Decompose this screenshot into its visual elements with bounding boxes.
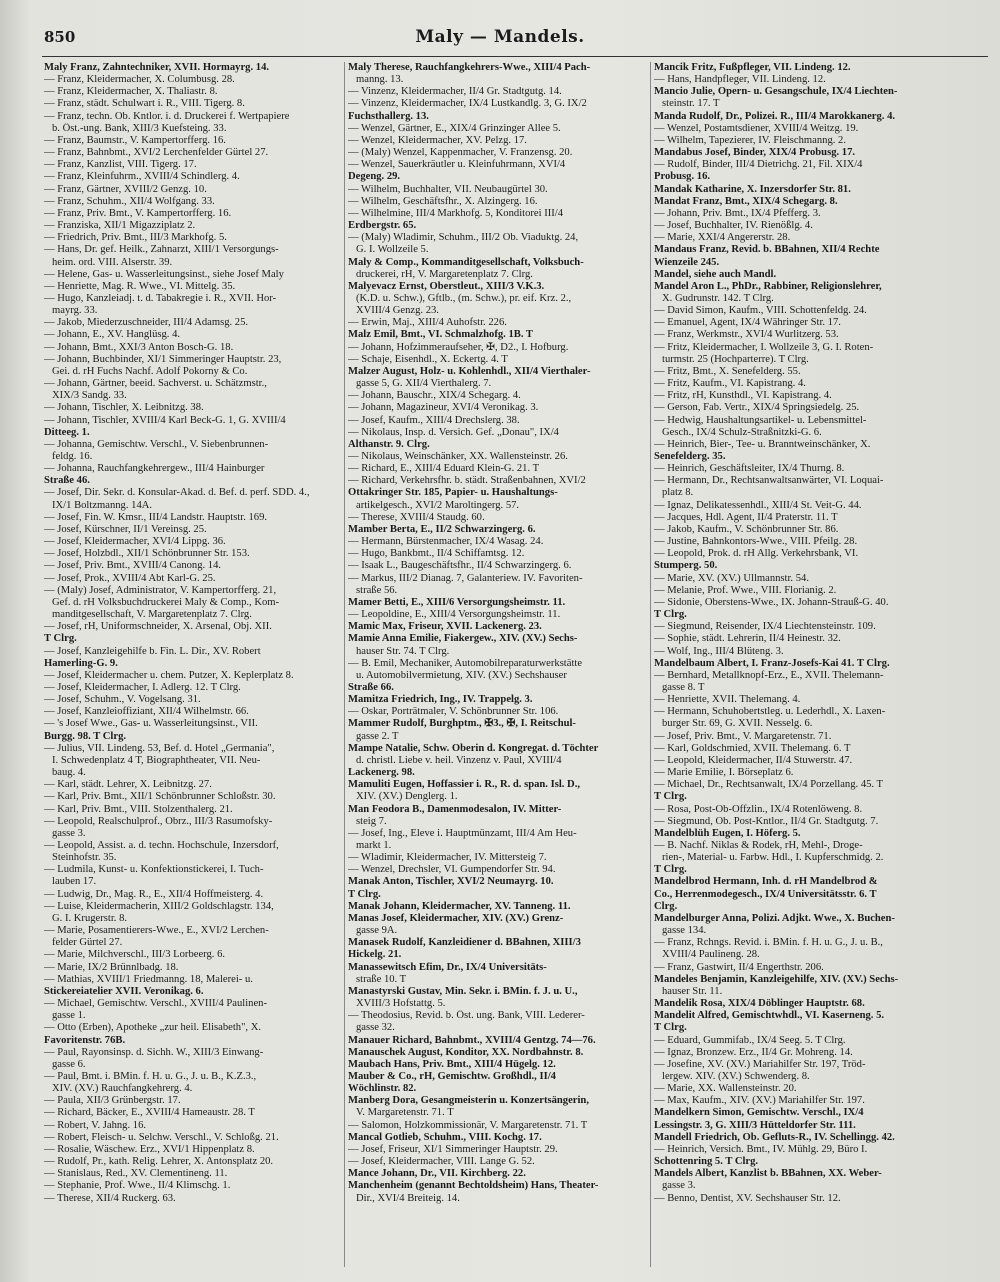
directory-entry: Straße 46. (44, 475, 90, 487)
directory-entry: — Vinzenz, Kleidermacher, IX/4 Lustkandlg. 3, G. IX/2 (348, 98, 587, 110)
directory-entry: — Wilhelm, Buchhalter, VII. Neubaugürtel 30. (348, 183, 548, 195)
directory-entry: — Max, Kaufm., XIV. (XV.) Mariahilfer Str. 197. (654, 1095, 865, 1107)
directory-entry: — Theodosius, Revid. b. Öst. ung. Bank, VIII. Lederer- (348, 1010, 585, 1022)
directory-entry: straße 10. T (356, 973, 407, 985)
directory-entry: baug. 4. (52, 767, 86, 779)
directory-entry: Mamuliti Eugen, Hoffassier i. R., R. d. span. Isl. D., (348, 779, 581, 791)
directory-entry: — Wilhelmine, III/4 Markhofg. 5, Konditorei III/4 (348, 207, 564, 219)
directory-entry: gasse 6. (52, 1058, 86, 1070)
directory-entry: gasse 3. (662, 1180, 696, 1192)
directory-entry: — Franz, Kanzlist, VIII. Tigerg. 17. (44, 159, 197, 171)
directory-entry: — Friedrich, Priv. Bmt., III/3 Markhofg. 5. (44, 232, 227, 244)
directory-entry: — Franz, Kleidermacher, X. Thaliastr. 8. (44, 86, 218, 98)
directory-entry: mayrg. 33. (52, 305, 98, 317)
directory-entry: — Marie, Milchverschl., III/3 Lorbeerg. 6. (44, 949, 226, 961)
directory-entry: — Marie, XX. Wallensteinstr. 20. (654, 1083, 797, 1095)
directory-entry: Dir., XVI/4 Breiteig. 14. (356, 1192, 460, 1204)
directory-entry: Hickelg. 21. (348, 949, 402, 961)
directory-entry: — Hans, Dr. gef. Heilk., Zahnarzt, XIII/1 Versorgungs- (44, 244, 279, 256)
directory-entry: artikelgesch., XVI/2 Maroltingerg. 57. (356, 499, 520, 511)
directory-entry: — Richard, Verkehrsfhr. b. städt. Straßenbahnen, XVI/2 (348, 475, 586, 487)
directory-entry: Maly Franz, Zahntechniker, XVII. Hormayrg. 14. (44, 62, 270, 73)
directory-entry: V. Margaretenstr. 71. T (356, 1107, 454, 1119)
directory-entry: Mandelik Rosa, XIX/4 Döblinger Hauptstr. 68. (654, 998, 865, 1010)
directory-entry: Steinhofstr. 35. (52, 852, 117, 864)
directory-entry: — Paul, Rayonsinsp. d. Sichh. W., XIII/3 Einwang- (44, 1046, 264, 1058)
directory-entry: — Stephanie, Prof. Wwe., II/4 Klimschg. 1. (44, 1180, 231, 1192)
directory-entry: — Josef, Kanzleigehilfe b. Fin. L. Dir., XV. Robert (44, 645, 261, 657)
directory-entry: — Heinrich, Versich. Bmt., IV. Mühlg. 29, Büro I. (654, 1143, 868, 1155)
directory-entry: — Franziska, XII/1 Migazziplatz 2. (44, 220, 196, 232)
directory-entry: manng. 13. (356, 74, 404, 86)
directory-entry: Malyevacz Ernst, Oberstleut., XIII/3 V.K.3. (348, 280, 545, 292)
directory-entry: — Johanna, Rauchfangkehrergew., III/4 Hainburger (44, 463, 265, 475)
directory-entry: — Johann, Bmt., XXI/3 Anton Bosch-G. 18. (44, 341, 234, 353)
directory-entry: Mandelkern Simon, Gemischtw. Verschl., IX/4 (654, 1107, 864, 1119)
directory-entry: Mandel, siehe auch Mandl. (654, 268, 777, 280)
directory-entry: Straße 66. (348, 681, 394, 693)
directory-entry: — Josef, Kürschner, II/1 Vereinsg. 25. (44, 523, 207, 535)
directory-entry: — Marie, XXI/4 Angererstr. 28. (654, 232, 791, 244)
directory-entry: (K.D. u. Schw.), Gftlb., (m. Schw.), pr. eif. Krz. 2., (356, 292, 572, 304)
directory-entry: — Karl, Priv. Bmt., VIII. Stolzenthalerg. 21. (44, 803, 233, 815)
directory-entry: — Leopold, Assist. a. d. techn. Hochschule, Inzersdorf, (44, 840, 279, 851)
directory-entry: — Josef, rH, Uniformschneider, X. Arsenal, Obj. XII. (44, 621, 272, 633)
directory-entry: Clrg. (654, 900, 678, 912)
directory-entry: Ottakringer Str. 185, Papier- u. Haushaltungs- (348, 487, 558, 499)
directory-entry: — Otto (Erben), Apotheke „zur heil. Elisabeth", X. (44, 1022, 262, 1034)
directory-entry: — Nikolaus, Insp. d. Versich. Gef. „Donau", IX/4 (348, 426, 559, 438)
directory-entry: gasse 5, G. XII/4 Vierthalerg. 7. (356, 378, 492, 390)
directory-entry: — Mathias, XVIII/1 Friedmanng. 18, Malerei- u. (44, 973, 253, 985)
directory-entry: turmstr. 25 (Hochparterre). T Clrg. (662, 353, 809, 365)
directory-entry: hauser Str. 74. T Clrg. (356, 645, 450, 657)
directory-entry: Wöchlinstr. 82. (348, 1083, 417, 1095)
directory-entry: — Fritz, rH, Kunsthdl., VI. Kapistrang. 4. (654, 390, 832, 402)
directory-entry: feldg. 16. (52, 451, 93, 462)
directory-entry: — Hermann, Schuhobertstleg. u. Lederhdl., X. Laxen- (654, 706, 886, 718)
directory-entry: Manauer Richard, Bahnbmt., XVIII/4 Gentzg. 74—76. (348, 1034, 596, 1046)
directory-entry: XIV. (XV.) Rauchfangkehrerg. 4. (52, 1083, 193, 1095)
directory-entry: Manda Rudolf, Dr., Polizei. R., III/4 Marokkanerg. 4. (654, 110, 896, 122)
directory-entry: — Therese, XVIII/4 Staudg. 60. (348, 511, 485, 523)
directory-entry: Manastyrski Gustav, Min. Sekr. i. BMin. f. J. u. U., (348, 985, 578, 997)
directory-entry: — Josef, Friseur, XI/1 Simmeringer Hauptstr. 29. (348, 1143, 558, 1155)
directory-entry: — Justine, Bahnkontors-Wwe., VIII. Pfeilg. 28. (654, 536, 858, 548)
directory-entry: Mancal Gotlieb, Schuhm., VIII. Kochg. 17. (348, 1131, 542, 1143)
directory-entry: Manchenheim (genannt Bechtoldsheim) Hans, Theater- (348, 1180, 599, 1192)
directory-entry: — Heinrich, Bier-, Tee- u. Branntweinschänker, X. (654, 438, 871, 450)
directory-entry: — 's Josef Wwe., Gas- u. Wasserleitungsinst., VII. (44, 718, 258, 730)
directory-entry: — Karl, Goldschmied, XVII. Thelemang. 6. T (654, 742, 851, 754)
column-divider (650, 62, 651, 1267)
directory-entry: — Wilhelm, Tapezierer, IV. Fleischmanng. 2. (654, 134, 846, 146)
directory-entry: — Helene, Gas- u. Wasserleitungsinst., siehe Josef Maly (44, 268, 284, 280)
directory-entry: Mampe Natalie, Schw. Oberin d. Kongregat. d. Töchter (348, 742, 599, 754)
directory-entry: Manas Josef, Kleidermacher, XIV. (XV.) Grenz- (348, 912, 564, 924)
directory-entry: Mancik Fritz, Fußpfleger, VII. Lindeng. 12. (654, 62, 851, 73)
directory-entry: gasse 134. (662, 925, 707, 937)
directory-entry: steig 7. (356, 815, 387, 827)
directory-entry: — Siegmund, Reisender, IX/4 Liechtensteinstr. 109. (654, 621, 876, 633)
directory-entry: Mandaus Franz, Revid. b. BBahnen, XII/4 Rechte (654, 244, 880, 256)
directory-entry: — Franz, Kleidermacher, X. Columbusg. 28. (44, 74, 235, 86)
directory-entry: XVIII/4 Genzg. 23. (356, 305, 439, 317)
directory-entry: — Johann, Tischler, X. Leibnitzg. 38. (44, 402, 204, 414)
directory-entry: — Ludwig, Dr., Mag. R., E., XII/4 Hoffmeisterg. 4. (44, 888, 264, 900)
directory-entry: — Franz, Gastwirt, II/4 Engerthstr. 206. (654, 961, 824, 973)
directory-entry: Senefelderg. 35. (654, 451, 726, 462)
directory-entry: Lessingstr. 3, G. XIII/3 Hütteldorfer Str. 111. (654, 1119, 856, 1131)
directory-entry: heim. ord. VIII. Alserstr. 39. (52, 256, 173, 268)
directory-entry: — Wilhelm, Geschäftsfhr., X. Alzingerg. 16. (348, 195, 538, 207)
directory-entry: — Johann, Gärtner, beeid. Sachverst. u. Schätzmstr., (44, 378, 267, 390)
directory-entry: — Josef, Holzbdl., XII/1 Schönbrunner Str. 153. (44, 548, 250, 560)
directory-entry: — Rosalie, Wäschew. Erz., XVI/1 Hippenplatz 8. (44, 1143, 255, 1155)
directory-entry: — Franz, Gärtner, XVIII/2 Genzg. 10. (44, 183, 207, 195)
directory-entry: — B. Emil, Mechaniker, Automobilreparaturwerkstätte (348, 657, 583, 669)
directory-entry: lergew. XIV. (XV.) Schwenderg. 8. (662, 1070, 810, 1082)
directory-entry: — Karl, Priv. Bmt., XII/1 Schönbrunner Schloßstr. 30. (44, 791, 276, 803)
directory-entry: — Marie, XV. (XV.) Ullmannstr. 54. (654, 572, 809, 584)
directory-entry: hauser Str. 11. (662, 985, 723, 997)
page-number: 850 (44, 28, 76, 46)
directory-entry: — Marie, Posamentierers-Wwe., E., XVI/2 Lerchen- (44, 925, 269, 937)
directory-entry: Mamitza Friedrich, Ing., IV. Trappelg. 3. (348, 694, 533, 706)
directory-entry: — Hedwig, Haushaltungsartikel- u. Lebensmittel- (654, 414, 867, 426)
directory-entry: — Salomon, Holzkommissionär, V. Margaretenstr. 71. T (348, 1119, 588, 1131)
directory-entry: T Clrg. (654, 1022, 687, 1034)
directory-entry: felder Gürtel 27. (52, 937, 123, 949)
directory-entry: — Karl, städt. Lehrer, X. Leibnitzg. 27. (44, 779, 212, 791)
directory-entry: Mamic Max, Friseur, XVII. Lackenerg. 23. (348, 621, 542, 633)
directory-entry: — Josef, Buchhalter, IV. Rienößlg. 4. (654, 220, 813, 232)
directory-entry: Mandell Friedrich, Ob. Gefluts-R., IV. Schellingg. 42. (654, 1131, 895, 1143)
directory-entry: — Ludmila, Kunst- u. Konfektionstickerei, I. Tuch- (44, 864, 264, 876)
directory-entry: — Jacques, Hdl. Agent, II/4 Praterstr. 11. T (654, 511, 838, 523)
directory-entry: — Leopold, Realschulprof., Obrz., III/3 Rasumofsky- (44, 815, 273, 827)
directory-entry: — Fritz, Bmt., X. Senefelderg. 55. (654, 365, 801, 377)
directory-entry: — Rosa, Post-Ob-Offzlin., IX/4 Rotenlöweng. 8. (654, 803, 863, 815)
directory-entry: G. I. Krugerstr. 8. (52, 912, 128, 924)
directory-entry: — Robert, Fleisch- u. Selchw. Verschl., V. Schloßg. 21. (44, 1131, 279, 1143)
directory-entry: — Johann, Buchbinder, XI/1 Simmeringer Hauptstr. 23, (44, 353, 282, 365)
column-2 (348, 62, 644, 1272)
directory-entry: — Wenzel, Sauerkräutler u. Kleinfuhrmann, XVI/4 (348, 159, 566, 171)
directory-entry: Manak Anton, Tischler, XVI/2 Neumayrg. 10. (348, 876, 554, 888)
directory-entry: — Eduard, Gummifab., IX/4 Seeg. 5. T Clrg. (654, 1034, 846, 1046)
directory-entry: — David Simon, Kaufm., VIII. Schottenfeldg. 24. (654, 305, 867, 317)
directory-entry: gasse 2. T (356, 730, 399, 742)
directory-entry: I. Schwedenplatz 4 T, Biographtheater, VII. Neu- (52, 754, 261, 766)
directory-entry: — Benno, Dentist, XV. Sechshauser Str. 12. (654, 1192, 841, 1204)
directory-entry: Mandeles Benjamin, Kanzleigehilfe, XIV. (XV.) Sechs- (654, 973, 899, 985)
directory-entry: XIV. (XV.) Denglerg. 1. (356, 791, 458, 803)
directory-entry: Mamie Anna Emilie, Fiakergew., XIV. (XV.) Sechs- (348, 633, 578, 645)
directory-entry: Degeng. 29. (348, 171, 401, 183)
directory-entry: — Josef, Kleidermacher, VIII. Lange G. 52. (348, 1156, 535, 1168)
directory-entry: d. christl. Liebe v. heil. Vinzenz v. Paul, XVIII/4 (356, 754, 562, 766)
directory-entry: Maubach Hans, Priv. Bmt., XIII/4 Hügelg. 12. (348, 1058, 556, 1070)
directory-entry: — Hugo, Kanzleiadj. t. d. Tabakregie i. R., XVII. Hor- (44, 292, 277, 304)
directory-entry: — Richard, E., XIII/4 Eduard Klein-G. 21. T (348, 463, 540, 475)
directory-entry: — Nikolaus, Weinschänker, XX. Wallensteinstr. 26. (348, 451, 568, 462)
running-head: Maly — Mandels. (415, 27, 585, 47)
directory-entry: — (Maly) Wladimir, Schuhm., III/2 Ob. Viaduktg. 24, (348, 232, 579, 244)
directory-entry: — Josef, Schuhm., V. Vogelsang. 31. (44, 694, 201, 706)
directory-entry: — Franz, Priv. Bmt., V. Kampertorfferg. 16. (44, 207, 232, 219)
directory-entry: Manberg Dora, Gesangmeisterin u. Konzertsängerin, (348, 1095, 589, 1107)
directory-entry: Co., Herrenmodegesch., IX/4 Universitätsstr. 6. T (654, 888, 877, 900)
directory-entry: XIX/3 Sandg. 33. (52, 390, 127, 402)
directory-entry: — Franz, Kleinfuhrm., XVIII/4 Schindlerg. 4. (44, 171, 240, 183)
directory-entry: — Hugo, Bankbmt., II/4 Schiffamtsg. 12. (348, 548, 525, 560)
directory-entry: Schottenring 5. T Clrg. (654, 1156, 759, 1168)
column-divider (344, 62, 345, 1267)
directory-entry: — Julius, VII. Lindeng. 53, Bef. d. Hotel „Germania", (44, 742, 275, 754)
directory-entry: gasse 1. (52, 1010, 86, 1022)
directory-entry: burger Str. 69, G. XVII. Nesselg. 6. (662, 718, 813, 730)
directory-entry: Lackenerg. 98. (348, 767, 415, 779)
directory-entry: — Vinzenz, Kleidermacher, II/4 Gr. Stadtgutg. 14. (348, 86, 562, 98)
directory-entry: X. Gudrunstr. 142. T Clrg. (662, 292, 774, 304)
directory-entry: — Luise, Kleidermacherin, XIII/2 Goldschlagstr. 134, (44, 900, 274, 912)
directory-entry: — Johann, E., XV. Hanglüsg. 4. (44, 329, 181, 341)
directory-entry: — Fritz, Kleidermacher, I. Wollzeile 3, G. I. Roten- (654, 341, 874, 353)
directory-entry: Stumperg. 50. (654, 560, 718, 572)
directory-entry: — Franz, Bahnbmt., XVI/2 Lerchenfelder Gürtel 27. (44, 147, 269, 159)
directory-entry: — Wladimir, Kleidermacher, IV. Mittersteig 7. (348, 852, 547, 864)
directory-entry: — Michael, Gemischtw. Verschl., XVIII/4 Paulinen- (44, 998, 268, 1010)
directory-entry: Ditteeg. 1. (44, 426, 90, 438)
directory-entry: — Leopold, Prok. d. rH Allg. Verkehrsbank, VI. (654, 548, 859, 560)
directory-entry: Mauber & Co., rH, Gemischtw. Großhdl., II/4 (348, 1070, 556, 1082)
column-1 (44, 62, 340, 1272)
directory-entry: — Marie Emilie, I. Börseplatz 6. (654, 767, 794, 779)
directory-entry: Malzer August, Holz- u. Kohlenhdl., XII/4 Vierthaler- (348, 365, 591, 377)
directory-entry: — Therese, XII/4 Ruckerg. 63. (44, 1192, 176, 1204)
directory-entry: Althanstr. 9. Clrg. (348, 438, 430, 450)
column-3 (654, 62, 960, 1272)
directory-entry: u. Automobilvermietung, XIV. (XV.) Sechshauser (356, 669, 567, 681)
directory-entry: — Siegmund, Ob. Post-Kntlor., II/4 Gr. Stadtgutg. 7. (654, 815, 879, 827)
directory-entry: — Leopoldine, E., XIII/4 Versorgungsheimstr. 11. (348, 609, 561, 621)
directory-entry: — Josef, Kleidermacher, I. Adlerg. 12. T Clrg. (44, 681, 241, 693)
directory-entry: gasse 32. (356, 1022, 395, 1034)
directory-entry: Probusg. 16. (654, 171, 711, 183)
directory-entry: — Hans, Handpfleger, VII. Lindeng. 12. (654, 74, 826, 86)
directory-entry: — Josef, Prok., XVIII/4 Abt Karl-G. 25. (44, 572, 216, 584)
directory-entry: — Ignaz, Bronzew. Erz., II/4 Gr. Mohreng. 14. (654, 1046, 853, 1058)
directory-entry: XVIII/3 Hofstattg. 5. (356, 998, 446, 1010)
directory-entry: — Michael, Dr., Rechtsanwalt, IX/4 Porzellang. 45. T (654, 779, 883, 791)
directory-entry: Manak Johann, Kleidermacher, XV. Tanneng. 11. (348, 900, 571, 912)
directory-entry: Burgg. 98. T Clrg. (44, 730, 127, 742)
directory-entry: IX/1 Boltzmanng. 14A. (52, 499, 153, 511)
directory-entry: straße 56. (356, 584, 398, 596)
directory-entry: — Johann, Bauschr., XIX/4 Schegarg. 4. (348, 390, 521, 402)
directory-entry: XVIII/4 Paulineng. 28. (662, 949, 760, 961)
directory-entry: — Johann, Tischler, XVIII/4 Karl Beck-G. 1, G. XVIII/4 (44, 414, 286, 426)
directory-entry: Mandat Franz, Bmt., XIX/4 Schegarg. 8. (654, 195, 838, 207)
directory-entry: platz 8. (662, 487, 694, 499)
directory-entry: druckerei, rH, V. Margaretenplatz 7. Clrg. (356, 268, 533, 280)
directory-entry: Gei. d. rH Fuchs Nachf. Adolf Pokorny & Co. (52, 365, 248, 377)
directory-entry: — Isaak L., Baugeschäftsfhr., II/4 Schwarzingerg. 6. (348, 560, 572, 572)
directory-entry: — Paula, XII/3 Grünbergstr. 17. (44, 1095, 181, 1107)
directory-entry: — Sophie, städt. Lehrerin, II/4 Heinestr. 32. (654, 633, 841, 645)
directory-entry: Favoritenstr. 76B. (44, 1034, 126, 1046)
directory-entry: — Franz, Baumstr., V. Kampertorfferg. 16. (44, 134, 226, 146)
directory-entry: — Rudolf, Pr., kath. Relig. Lehrer, X. Antonsplatz 20. (44, 1156, 274, 1168)
directory-entry: Mancio Julie, Opern- u. Gesangschule, IX/4 Liechten- (654, 86, 898, 98)
directory-entry: Hamerling-G. 9. (44, 657, 118, 669)
directory-entry: — Johanna, Gemischtw. Verschl., V. Siebenbrunnen- (44, 438, 269, 450)
directory-entry: Mandelbaum Albert, I. Franz-Josefs-Kai 41. T Clrg. (654, 657, 890, 669)
directory-entry: markt 1. (356, 840, 392, 851)
directory-entry: Mandabus Josef, Binder, XIX/4 Probusg. 17. (654, 147, 856, 159)
directory-entry: — Wenzel, Gärtner, E., XIX/4 Grinzinger Allee 5. (348, 122, 561, 134)
directory-entry: — Wenzel, Postamtsdiener, XVIII/4 Weitzg. 19. (654, 122, 859, 134)
directory-entry: — Sidonie, Oberstens-Wwe., IX. Johann-Strauß-G. 40. (654, 596, 889, 608)
directory-entry: — Stanislaus, Red., XV. Clementineng. 11. (44, 1168, 228, 1180)
directory-entry: Mammer Rudolf, Burghptm., ✠3., ✠, I. Reitschul- (348, 718, 576, 730)
directory-entry: Mandelblüh Eugen, I. Höferg. 5. (654, 827, 801, 839)
directory-entry: — Josef, Kleidermacher u. chem. Putzer, X. Keplerplatz 8. (44, 669, 294, 681)
directory-entry: Erdbergstr. 65. (348, 220, 417, 232)
directory-entry: — Josef, Ing., Eleve i. Hauptmünzamt, III/4 Am Heu- (348, 827, 577, 839)
directory-entry: — Hermann, Bürstenmacher, IX/4 Wasag. 24. (348, 536, 544, 548)
directory-entry: — Emanuel, Agent, IX/4 Währinger Str. 17. (654, 317, 841, 329)
directory-entry: — Gerson, Fab. Vertr., XIX/4 Springsiedelg. 25. (654, 402, 860, 414)
directory-entry: — Franz, techn. Ob. Kntlor. i. d. Druckerei f. Wertpapiere (44, 110, 290, 122)
directory-entry: Mandelburger Anna, Polizi. Adjkt. Wwe., X. Buchen- (654, 912, 895, 924)
directory-entry: steinstr. 17. T (662, 98, 720, 110)
directory-entry: — Franz, Werkmstr., XVI/4 Wurlitzerg. 53. (654, 329, 839, 341)
directory-entry: Mandak Katharine, X. Inzersdorfer Str. 81. (654, 183, 851, 195)
directory-entry: — Robert, V. Jahng. 16. (44, 1119, 147, 1131)
directory-entry: Gef. d. rH Volksbuchdruckerei Maly & Comp., Kom- (52, 596, 280, 608)
directory-entry: — Schaje, Eisenhdl., X. Eckertg. 4. T (348, 353, 508, 365)
directory-entry: Mandels Albert, Kanzlist b. BBahnen, XX. Weber- (654, 1168, 882, 1180)
directory-entry: — Jakob, Kaufm., V. Schönbrunner Str. 86. (654, 523, 839, 535)
directory-entry: Stickereiatelier XVII. Veronikag. 6. (44, 985, 204, 997)
directory-entry: — Josef, Kleidermacher, XVI/4 Lippg. 36. (44, 536, 226, 548)
directory-entry: — Franz, Rchngs. Revid. i. BMin. f. H. u. G., J. u. B., (654, 937, 883, 949)
directory-entry: — Ignaz, Delikatessenhdl., XIII/4 St. Veit-G. 44. (654, 499, 862, 511)
directory-entry: Mandelit Alfred, Gemischtwhdl., VI. Kaserneng. 5. (654, 1010, 885, 1022)
directory-entry: — Wolf, Ing., III/4 Blüteng. 3. (654, 645, 784, 657)
directory-entry: — Leopold, Kleidermacher, II/4 Stuwerstr. 47. (654, 754, 853, 766)
directory-entry: — Josef, Fin. W. Kmsr., III/4 Landstr. Hauptstr. 169. (44, 511, 268, 523)
directory-entry: — Paul, Bmt. i. BMin. f. H. u. G., J. u. B., K.Z.3., (44, 1070, 257, 1082)
directory-entry: — Josef, Priv. Bmt., XVIII/4 Canong. 14. (44, 560, 222, 572)
directory-entry: — Franz, Schuhm., XII/4 Wolfgang. 33. (44, 195, 215, 207)
directory-entry: — (Maly) Josef, Administrator, V. Kampertorfferg. 21, (44, 584, 277, 596)
directory-entry: Mandel Aron L., PhDr., Rabbiner, Religionslehrer, (654, 280, 882, 292)
directory-entry: T Clrg. (654, 791, 687, 803)
directory-entry: T Clrg. (348, 888, 381, 900)
directory-entry: — B. Nachf. Niklas & Rodek, rH, Mehl-, Droge- (654, 840, 863, 851)
directory-entry: Fuchsthallerg. 13. (348, 110, 429, 122)
directory-entry: — Rudolf, Binder, III/4 Dietrichg. 21, Fil. XIX/4 (654, 159, 863, 171)
directory-entry: — Hermann, Dr., Rechtsanwaltsanwärter, VI. Loquai- (654, 475, 884, 487)
directory-entry: — Josef, Priv. Bmt., V. Margaretenstr. 71. (654, 730, 832, 742)
directory-entry: Mandelbrod Hermann, Inh. d. rH Mandelbrod & (654, 876, 878, 888)
directory-entry: Mance Johann, Dr., VII. Kirchberg. 22. (348, 1168, 526, 1180)
directory-entry: — Fritz, Kaufm., VI. Kapistrang. 4. (654, 378, 806, 390)
directory-entry: — Johann, Magazineur, XVI/4 Veronikag. 3. (348, 402, 539, 414)
directory-entry: — Josef, Dir. Sekr. d. Konsular-Akad. d. Bef. d. perf. SDD. 4., (44, 487, 310, 499)
directory-entry: Malz Emil, Bmt., VI. Schmalzhofg. 1B. T (348, 329, 534, 341)
directory-entry: — Wenzel, Kleidermacher, XV. Pelzg. 17. (348, 134, 527, 146)
directory-entry: Maly & Comp., Kommanditgesellschaft, Volksbuch- (348, 256, 584, 268)
directory-entry: — Josefine, XV. (XV.) Mariahilfer Str. 197, Tröd- (654, 1058, 866, 1070)
directory-entry: Manauschek August, Konditor, XX. Nordbahnstr. 8. (348, 1046, 584, 1058)
directory-entry: — Melanie, Prof. Wwe., VIII. Florianig. 2. (654, 584, 837, 596)
directory-entry: — Johann, Hofzimmeraufseher, ✠, D2., I. Hofburg. (348, 341, 569, 353)
directory-entry: — Heinrich, Geschäftsleiter, IX/4 Thurng. 8. (654, 463, 845, 475)
directory-entry: rien-, Material- u. Farbw. Hdl., I. Kupferschmidg. 2. (662, 852, 884, 864)
directory-entry: lauben 17. (52, 876, 97, 888)
directory-entry: — (Maly) Wenzel, Kappenmacher, V. Franzensg. 20. (348, 147, 573, 159)
header-rule (42, 56, 988, 57)
directory-entry: gasse 3. (52, 827, 86, 839)
directory-entry: Man Feodora B., Damenmodesalon, IV. Mitter- (348, 803, 562, 815)
directory-entry: Manassewitsch Efim, Dr., IX/4 Universitäts- (348, 961, 547, 973)
directory-entry: Wienzeile 245. (654, 256, 720, 268)
directory-entry: — Jakob, Miederzuschneider, III/4 Adamsg. 25. (44, 317, 249, 329)
directory-entry: Manasek Rudolf, Kanzleidiener d. BBahnen, XIII/3 (348, 937, 581, 949)
directory-entry: manditgesellschaft, V. Margaretenplatz 7. Clrg. (52, 609, 252, 621)
directory-entry: Mamer Betti, E., XIII/6 Versorgungsheimstr. 11. (348, 596, 566, 608)
directory-entry: gasse 9A. (356, 925, 398, 937)
directory-entry: — Erwin, Maj., XIII/4 Auhofstr. 226. (348, 317, 507, 329)
directory-entry: — Franz, städt. Schulwart i. R., VIII. Tigerg. 8. (44, 98, 245, 110)
directory-entry: G. I. Wollzeile 5. (356, 244, 429, 256)
page-header (0, 28, 1000, 50)
directory-entry: — Wenzel, Drechsler, VI. Gumpendorfer Str. 94. (348, 864, 556, 876)
directory-entry: gasse 8. T (662, 681, 705, 693)
directory-entry: — Johann, Priv. Bmt., IX/4 Pfefferg. 3. (654, 207, 821, 219)
directory-entry: — Oskar, Porträtmaler, V. Schönbrunner Str. 106. (348, 706, 559, 718)
directory-entry: Gesch., IX/4 Schulz-Straßnitzki-G. 6. (662, 426, 822, 438)
directory-entry: — Richard, Bäcker, E., XVIII/4 Hameaustr. 28. T (44, 1107, 255, 1119)
directory-entry: T Clrg. (44, 633, 77, 645)
directory-entry: b. Öst.-ung. Bank, XIII/3 Kuefsteing. 33. (52, 122, 227, 134)
directory-entry: Mamber Berta, E., II/2 Schwarzingerg. 6. (348, 523, 536, 535)
directory-entry: — Josef, Kaufm., XIII/4 Drechslerg. 38. (348, 414, 520, 426)
directory-entry: — Henriette, Mag. R. Wwe., VI. Mittelg. 35. (44, 280, 236, 292)
directory-entry: T Clrg. (654, 864, 687, 876)
directory-entry: T Clrg. (654, 609, 687, 621)
directory-entry: — Henriette, XVII. Thelemang. 4. (654, 694, 801, 706)
directory-entry: — Bernhard, Metallknopf-Erz., E., XVII. Thelemann- (654, 669, 884, 681)
directory-entry: — Marie, IX/2 Brünnlbadg. 18. (44, 961, 179, 973)
directory-entry: Maly Therese, Rauchfangkehrers-Wwe., XIII/4 Pach- (348, 62, 591, 73)
directory-entry: — Josef, Kanzleioffiziant, XII/4 Wilhelmstr. 66. (44, 706, 249, 718)
directory-entry: — Markus, III/2 Dianag. 7, Galanteriew. IV. Favoriten- (348, 572, 583, 584)
